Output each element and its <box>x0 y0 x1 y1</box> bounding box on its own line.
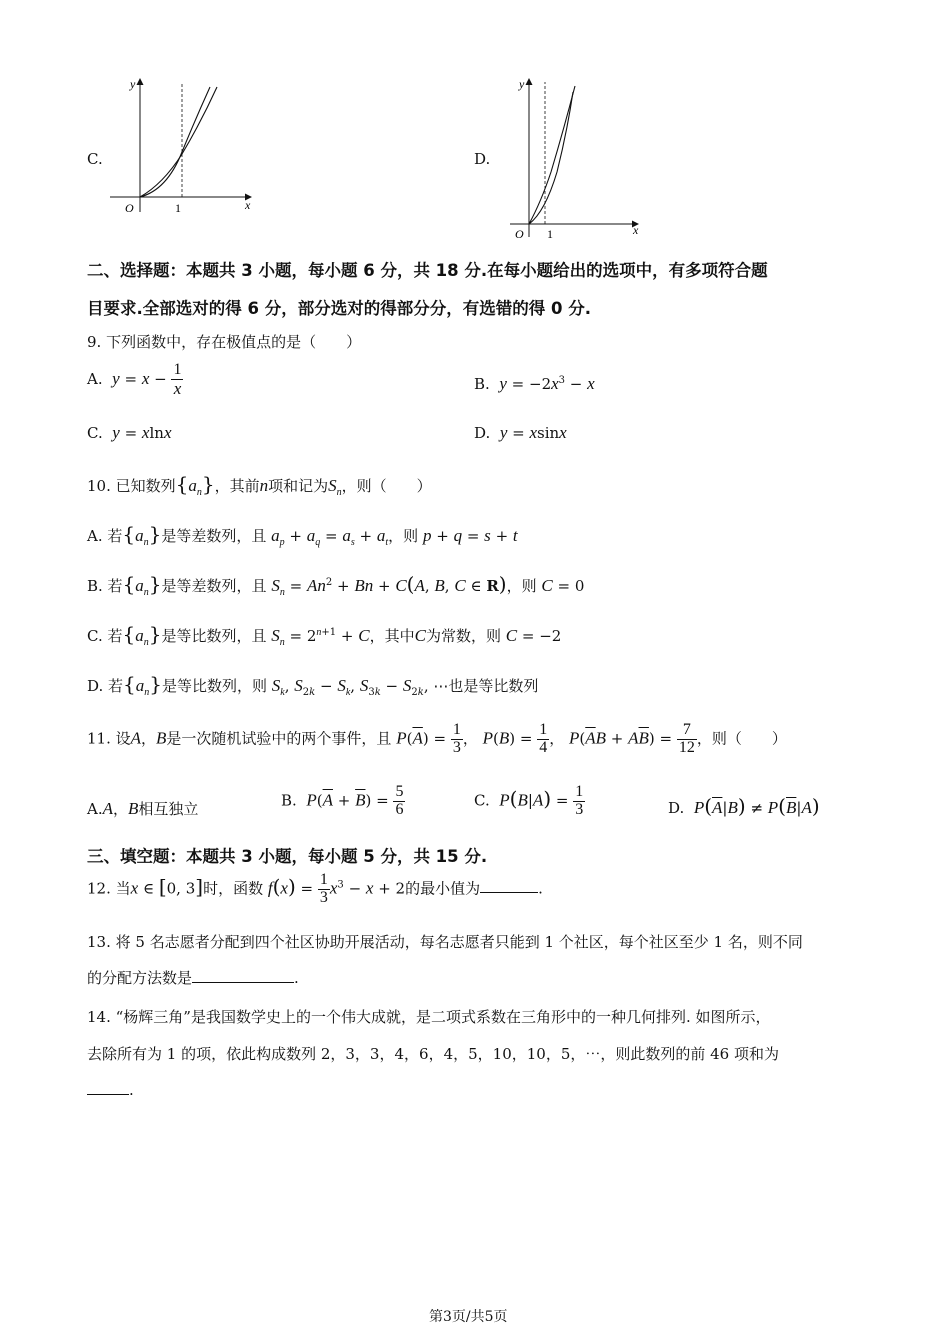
q13-line1: 13. 将 5 名志愿者分配到四个社区协助开展活动，每名志愿者只能到 1 个社区，每个社区至少 1 名，则不同 <box>87 933 803 951</box>
section-3-title: 三、填空题：本题共 3 小题，每小题 5 分，共 15 分. <box>87 847 488 866</box>
q9-option-c: C. y = xlnx <box>87 423 172 442</box>
q11-option-d: D. $P(\overline{A}|B) \ne P(\overline{B}|A)$ <box>668 794 820 818</box>
q10-option-b: B. 若$\{a_n\}$是等差数列，且 $S_n = An^2 + Bn + C(A$, B, C ∈ R)，则 C = 0 <box>87 572 585 598</box>
section-2-line1: 二、选择题：本题共 3 小题，每小题 6 分，共 18 分.在每小题给出的选项中，有多项符合题 <box>87 261 768 280</box>
q11-option-c: C. P(B|A) = $\frac{1}{3}$ <box>474 783 584 818</box>
q9-option-d: D. y = xsinx <box>474 423 567 442</box>
origin-label: O <box>125 201 134 215</box>
graph-option-c <box>105 72 265 217</box>
q11-option-b: B. $P(\overline{A} + \overline{B})$ = $\frac{5}{6}$ <box>281 783 404 818</box>
x-label: x <box>245 198 251 212</box>
curve <box>529 86 575 224</box>
q10-option-d: D. 若$\{a_n\}$是等比数列，则 $S_k$, $S_{2k} - S_k$, $S_{3k} - S_{2k}$, ⋯也是等比数列 <box>87 672 539 698</box>
curve <box>140 87 210 197</box>
tick-one: 1 <box>547 227 553 241</box>
graph-option-d <box>505 72 650 244</box>
q14-line1: 14. “杨辉三角”是我国数学史上的一个伟大成就，是二项式系数在三角形中的一种几何排列. 如图所示， <box>87 1008 771 1026</box>
q9-option-a: A. y = x − $\frac{1}{x}$ <box>87 361 182 398</box>
q10-option-a: A. 若$\{a_n\}$是等差数列，且 $a_p + a_q = a_s + a_t$，则 p + q = s + t <box>87 522 518 548</box>
q11-option-a: A.A，B相互独立 <box>87 799 199 818</box>
q13-line2: 的分配方法数是 . <box>87 969 299 987</box>
curve <box>140 87 217 197</box>
q9-option-b: B. $y = -2x^3 - x$ <box>474 374 595 393</box>
page-footer: 第3页/共5页 <box>429 1309 508 1325</box>
origin-label: O <box>515 227 524 241</box>
q9-stem: 9. 下列函数中，存在极值点的是（ ） <box>87 333 362 351</box>
q11-stem: 11. 设A，B是一次随机试验中的两个事件，且 $P(\overline{A})$ = $\frac{1}{3}$ ， P(B) = $\frac{1}{4}$ ， $P(\overline{A}B + A\overline{B})$ = $\frac{7}{12}$ ，则（ ） <box>87 721 787 756</box>
tick-one: 1 <box>175 201 181 215</box>
q12: 12. 当x ∈ [0, 3]时，函数 f(x) = $\frac{1}{3}$ $x^3 - x + 2$的最小值为 . <box>87 871 543 906</box>
q10-stem: 10. 已知数列$\{a_n\}$，其前n项和记为$S_n$，则（ ） <box>87 472 432 498</box>
y-label: y <box>519 77 525 91</box>
section-2-line2: 目要求.全部选对的得 6 分，部分选对的得部分分，有选错的得 0 分. <box>87 299 591 318</box>
q14-line2: 去除所有为 1 的项，依此构成数列 2，3，3，4，6，4，5，10，10，5，⋯，则此数列的前 46 项和为 <box>87 1045 779 1063</box>
option-c-label: C. <box>87 150 103 168</box>
curve <box>529 92 573 224</box>
q14-answer-blank: . <box>87 1080 134 1099</box>
x-label: x <box>633 223 639 237</box>
option-d-label: D. <box>474 150 491 168</box>
q10-option-c: C. 若$\{a_n\}$是等比数列，且 $S_n = 2^{n+1} + C$，其中C为常数，则 C = −2 <box>87 622 562 648</box>
y-label: y <box>130 77 136 91</box>
